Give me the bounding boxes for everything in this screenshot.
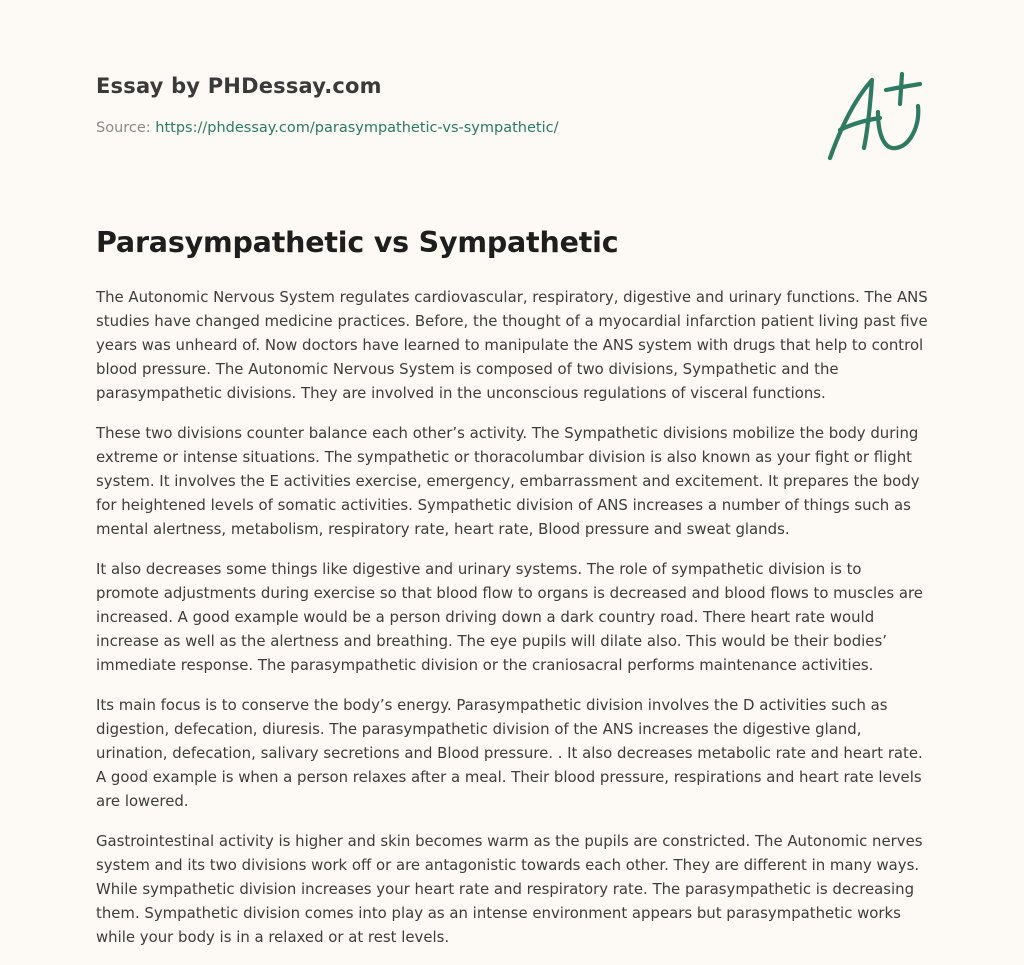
essay-paragraph: Gastrointestinal activity is higher and skin becomes warm as the pupils are constricted. The Autonomic nerves system and its two divisions work off or are antagonistic towards each other. They are different in many ways. While sympathetic division increases your heart rate and respiratory rate. The parasympathetic is decreasing them. Sympathetic division comes into play as an intense environment appears but parasympathetic works while your body is in a relaxed or at rest levels.	[96, 832, 923, 946]
essay-paragraph: It also decreases some things like digestive and urinary systems. The role of sympathetic division is to promote adjustments during exercise so that blood flow to organs is decreased and blood flows to muscles are increased. A good example would be a person driving down a dark country road. There heart rate would increase as well as the alertness and breathing. The eye pupils will dilate also. This would be their bodies’ immediate response. The parasympathetic division or the craniosacral performs maintenance activities.	[96, 560, 923, 674]
source-line	[96, 120, 796, 136]
source-label: Source:	[96, 120, 151, 136]
page-title: Parasympathetic vs Sympathetic	[96, 226, 619, 259]
site-header	[96, 74, 796, 136]
site-title: Essay by PHDessay.com	[96, 74, 382, 98]
essay-paragraph: These two divisions counter balance each other’s activity. The Sympathetic divisions mobilize the body during extreme or intense situations. The sympathetic or thoracolumbar division is also known as your fight or flight system. It involves the E activities exercise, emergency, embarrassment and excitement. It prepares the body for heightened levels of somatic activities. Sympathetic division of ANS increases a number of things such as mental alertness, metabolism, respiratory rate, heart rate, Blood pressure and sweat glands.	[96, 424, 920, 538]
essay-paragraph: The Autonomic Nervous System regulates cardiovascular, respiratory, digestive and urinary functions. The ANS studies have changed medicine practices. Before, the thought of a myocardial infarction patient living past five years was unheard of. Now doctors have learned to manipulate the ANS system with drugs that help to control blood pressure. The Autonomic Nervous System is composed of two divisions, Sympathetic and the parasympathetic divisions. They are involved in the unconscious regulations of visceral functions.	[96, 288, 928, 402]
source-link[interactable]: https://phdessay.com/parasympathetic-vs-sympathetic/	[155, 120, 559, 136]
essay-paragraph: Its main focus is to conserve the body’s energy. Parasympathetic division involves the D activities such as digestion, defecation, diuresis. The parasympathetic division of the ANS increases the digestive gland, urination, defecation, salivary secretions and Blood pressure. . It also decreases metabolic rate and heart rate. A good example is when a person relaxes after a meal. Their blood pressure, respirations and heart rate levels are lowered.	[96, 696, 923, 810]
essay-body	[96, 285, 928, 965]
a-plus-grade-icon	[820, 68, 930, 166]
